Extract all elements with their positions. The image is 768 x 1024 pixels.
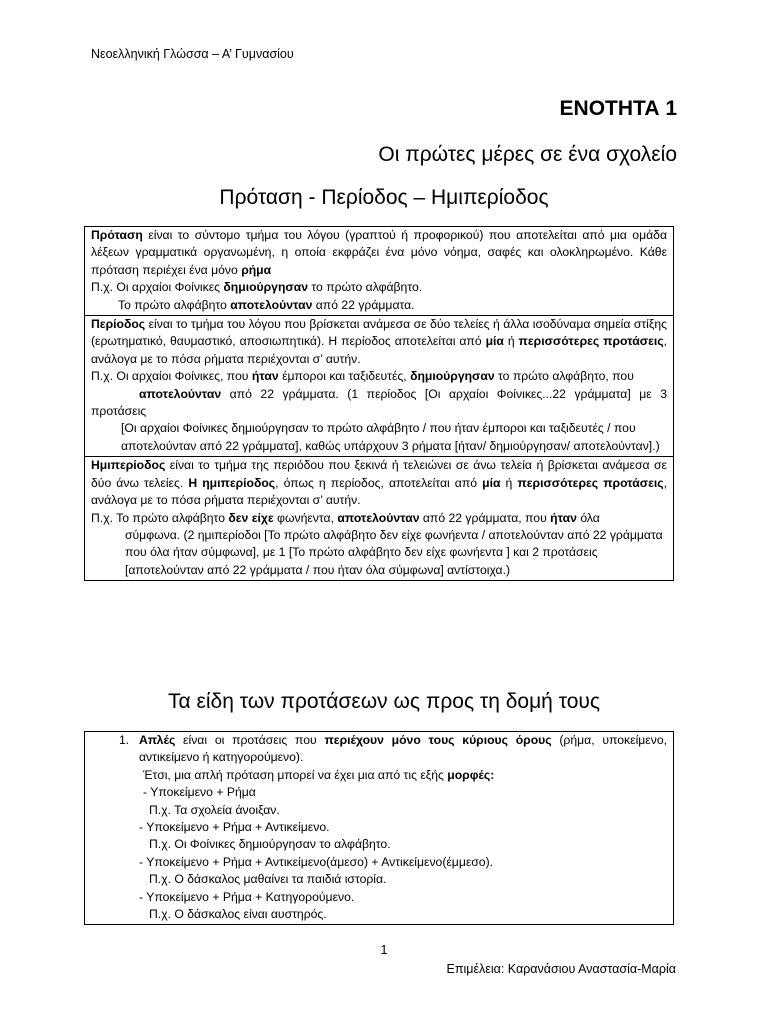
emphasis: αποτελούνταν [337, 510, 420, 525]
form-pattern: - Υποκείμενο + Ρήμα + Κατηγορούμενο. [139, 889, 355, 904]
form-example: Π.χ. Ο δάσκαλος μαθαίνει τα παιδιά ιστορία. [149, 872, 387, 887]
intro-line [91, 767, 667, 784]
text: (ρήμα, υποκείμενο, αντικείμενο ή κατηγορούμενο). [139, 733, 667, 765]
example-line [91, 386, 667, 421]
emphasis: μορφές: [447, 767, 495, 782]
term: Ημιπερίοδος [91, 458, 166, 473]
page-number: 1 [380, 943, 388, 957]
text: Π.χ. Οι αρχαίοι Φοίνικες, που [91, 369, 252, 384]
emphasis: ρήμα [241, 262, 272, 277]
text: , ανάλογα με το πόσα ρήματα περιέχονται σ’ αυτήν. [91, 475, 668, 508]
text: φωνήεντα, [273, 510, 338, 525]
running-footer: Επιμέλεια: Καρανάσιου Αναστασία-Μαρία [446, 962, 676, 976]
example-line: αποτελούνταν από 22 γράμματα], καθώς υπάρχουν 3 ρήματα [ήταν/ δημιούργησαν/ αποτελούνταν].) [121, 438, 660, 453]
section-title: Πρόταση - Περίοδος – Ημιπερίοδος [219, 186, 549, 209]
definitions-table [84, 226, 674, 581]
text: [Οι αρχαίοι Φοίνικες δημιούργησαν το πρώτο αλφάβητο / που ήταν έμποροι και ταξιδευτές / που [121, 421, 636, 436]
sentence-types-table [84, 731, 674, 925]
form-example: Π.χ. Τα σχολεία άνοιξαν. [149, 802, 280, 817]
emphasis: περισσότερες προτάσεις [518, 334, 664, 349]
text: όλα [576, 510, 600, 525]
list-item [91, 732, 667, 767]
emphasis: ήταν [251, 369, 279, 384]
example-line [91, 368, 667, 385]
emphasis: περισσότερες προτάσεις [517, 475, 664, 490]
definition-cell-periodos [85, 315, 673, 456]
text: από 22 γράμματα. (1 περίοδος [Οι αρχαίοι Φοίνικες...22 γράμματα] με 3 προτάσεις [91, 386, 667, 419]
list-number: 1. [119, 733, 130, 747]
section2-title: Τα είδη των προτάσεων ως προς τη δομή τους [168, 690, 600, 713]
example-line [91, 420, 667, 437]
text: , ανάλογα με το πόσα ρήματα περιέχονται σ’ αυτήν. [91, 334, 667, 366]
text: από 22 γράμματα, που [419, 510, 551, 525]
unit-title: ΕΝΟΤΗΤΑ 1 [559, 97, 677, 120]
emphasis: δημιούργησαν [410, 369, 495, 384]
emphasis: αποτελούνταν [139, 386, 222, 401]
emphasis: μία [482, 475, 501, 490]
text: έμποροι και ταξιδευτές, [278, 369, 411, 384]
term: Πρόταση [91, 228, 143, 242]
text: ή [500, 475, 518, 490]
emphasis: ήταν [550, 510, 577, 525]
text: το πρώτο αλφάβητο. [308, 280, 423, 295]
text: Π.χ. Οι αρχαίοι Φοίνικες [91, 280, 224, 295]
text: το πρώτο αλφάβητο, που [494, 369, 634, 384]
text: είναι το σύντομο τμήμα του λόγου (γραπτού ή προφορικού) που αποτελείται από μια ομάδα λέξεων γραμματικά οργανωμένη, η οποία εκφράζει ένα μόνο νόημα, σαφές και ολοκληρωμένο. Κάθε πρόταση περιέχει ένα μόνο [91, 228, 667, 277]
form-example: Π.χ. Ο δάσκαλος είναι αυστηρός. [149, 907, 327, 922]
text: Π.χ. Το πρώτο αλφάβητο [91, 510, 229, 525]
example-line [91, 297, 667, 314]
text: Το πρώτο αλφάβητο [118, 297, 231, 312]
form-pattern: - Υποκείμενο + Ρήμα + Αντικείμενο(άμεσο) + Αντικείμενο(έμμεσο). [139, 854, 494, 869]
text: είναι το τμήμα του λόγου που βρίσκεται ανάμεσα σε δύο τελείες ή άλλα ισοδύναμα σημεία στίξης (ερωτηματικό, θαυμαστικό, αποσιωπητικά). Η περίοδος αποτελείται από [91, 317, 667, 349]
emphasis: Η ημιπερίοδος [188, 475, 276, 490]
text: από 22 γράμματα. [312, 297, 415, 312]
definition-cell-imiperiodos [85, 456, 673, 580]
lesson-title: Οι πρώτες μέρες σε ένα σχολείο [378, 143, 677, 166]
sentence-type-cell [85, 732, 673, 924]
term: Περίοδος [91, 317, 146, 332]
example-line: σύμφωνα. (2 ημιπερίοδοι [Το πρώτο αλφάβητο δεν είχε φωνήεντα / αποτελούνταν από 22 γράμματα που όλα ήταν σύμφωνα], με 1 [Το πρώτο αλφάβητο δεν είχε φωνήεντα ] και 2 προτάσεις [αποτελούνταν από 22 γράμματα / που ήταν όλα σύμφωνα] αντίστοιχα.) [125, 527, 663, 577]
text: , όπως η περίοδος, αποτελείται από [275, 475, 483, 490]
term: Απλές [139, 733, 176, 747]
emphasis: μία [485, 334, 504, 349]
definition-cell-protasi [85, 227, 673, 315]
running-header: Νεοελληνική Γλώσσα – Α’ Γυμνασίου [91, 47, 294, 61]
emphasis: δεν είχε [228, 510, 274, 525]
definition-text [91, 227, 667, 279]
text: είναι το τμήμα της περιόδου που ξεκινά ή τελειώνει σε άνω τελεία ή βρίσκεται ανάμεσα σε δύο άνω τελείες. [91, 458, 667, 490]
emphasis: αποτελούνταν [230, 297, 313, 312]
form-example: Π.χ. Οι Φοίνικες δημιούργησαν το αλφάβητο. [149, 837, 391, 852]
definition-text [91, 457, 667, 509]
text: είναι οι προτάσεις που [175, 733, 325, 747]
example-line [91, 279, 667, 296]
form-pattern: - Υποκείμενο + Ρήμα + Αντικείμενο. [139, 820, 330, 835]
example-line [91, 510, 667, 527]
definition-text [91, 316, 667, 368]
text: Έτσι, μια απλή πρόταση μπορεί να έχει μια από τις εξής [143, 767, 448, 782]
emphasis: δημιούργησαν [223, 280, 308, 295]
emphasis: περιέχουν μόνο τους κύριους όρους [324, 733, 552, 747]
text: ή [503, 334, 519, 349]
form-pattern: - Υποκείμενο + Ρήμα [143, 785, 256, 800]
